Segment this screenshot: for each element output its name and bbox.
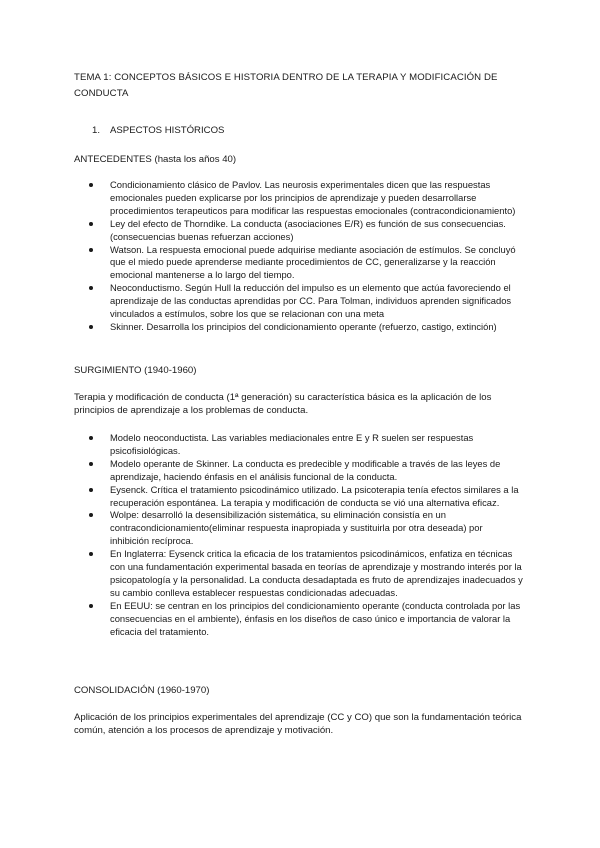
bullet-icon (89, 462, 93, 466)
list-item-text: Ley del efecto de Thorndike. La conducta (asociaciones E/R) es función de sus consecuencias. (consecuencias buenas refuerzan acciones) (110, 217, 506, 242)
list-item-text: Condicionamiento clásico de Pavlov. Las neurosis experimentales dicen que las respuestas emocionales pueden explicarse por los principios de aprendizaje y pueden desarrollarse procedimientos terapeuticos para modificar las respuestas emocionales (contracondicionamiento) (110, 179, 516, 216)
section-number: 1. (92, 125, 101, 136)
page-title: TEMA 1: CONCEPTOS BÁSICOS E HISTORIA DENTRO DE LA TERAPIA Y MODIFICACIÓN DE CONDUCTA (74, 72, 498, 99)
list-item-text: Skinner. Desarrolla los principios del condicionamiento operante (refuerzo, castigo, extinción) (110, 320, 497, 332)
surgimiento-heading: SURGIMIENTO (1940-1960) (74, 365, 197, 376)
list-item (74, 548, 524, 600)
list-item-text: En EEUU: se centran en los principios del condicionamiento operante (conducta controlada por las consecuencias en el ambiente), énfasis en los diseños de caso único e importancia de valorar la eficacia del tratamiento. (110, 599, 521, 637)
list-item (74, 218, 524, 244)
bullet-icon (89, 325, 93, 329)
list-item-text: En Inglaterra: Eysenck critica la eficacia de los tratamientos psicodinámicos, enfatiza en técnicas con una fundamentación experimental basada en teorías de aprendizaje y mostrando interés por la psicopatología y la personalidad. La conducta desadaptada es fruto de aprendizajes inadecuados y su cambio conlleva establecer respuestas condicionadas adecuadas. (110, 548, 523, 598)
list-item-text: Eysenck. Crítica el tratamiento psicodinámico utilizado. La psicoterapia tenía efectos similares a la recuperación espontánea. La terapia y modificación de conducta se vió una alternativa eficaz. (110, 483, 519, 508)
list-item-text: Modelo neoconductista. Las variables mediacionales entre E y R suelen ser respuestas psicofisiológicas. (110, 432, 474, 456)
bullet-icon (89, 222, 93, 226)
list-item (74, 484, 524, 510)
list-item (74, 432, 524, 458)
list-item-text: Modelo operante de Skinner. La conducta es predecible y modificable a través de las leyes de aprendizaje, haciendo énfasis en el análisis funcional de la conducta. (110, 457, 501, 482)
surgimiento-list (74, 432, 524, 639)
list-item (74, 509, 524, 548)
antecedentes-list (74, 179, 524, 334)
section-heading (92, 124, 224, 138)
surgimiento-intro: Terapia y modificación de conducta (1ª generación) su característica básica es la aplicación de los principios de aprendizaje a los problemas de conducta. (74, 392, 492, 417)
list-item (74, 458, 524, 484)
bullet-icon (89, 248, 93, 252)
consolidacion-text: Aplicación de los principios experimentales del aprendizaje (CC y CO) que son la fundamentación teórica común, atención a los procesos de aprendizaje y motivación. (74, 712, 522, 737)
bullet-icon (89, 183, 93, 187)
list-item-text: Watson. La respuesta emocional puede adquirise mediante asociación de estímulos. Se concluyó que el miedo puede aprenderse mediante procedimientos de CC, generalizarse y la reacción emocional mantenerse a lo largo del tiempo. (110, 243, 516, 281)
consolidacion-heading: CONSOLIDACIÓN (1960-1970) (74, 685, 210, 696)
section-label: ASPECTOS HISTÓRICOS (110, 125, 225, 136)
list-item (74, 244, 524, 283)
list-item (74, 600, 524, 639)
bullet-icon (89, 552, 93, 556)
list-item-text: Neoconductismo. Según Hull la reducción del impulso es un elemento que actúa favoreciendo el aprendizaje de las conductas aprendidas por CC. Para Tolman, individuos aprenden significados vinculados a estímulos, sobre los que se relacionan con una meta (110, 282, 512, 320)
list-item-text: Wolpe: desarrolló la desensibilización sistemática, su eliminación consistía en un contracondicionamiento(eliminar respuesta inapropiada y sustituirla por otra deseada) por inhibición recíproca. (110, 509, 483, 547)
bullet-icon (89, 513, 93, 517)
bullet-icon (89, 436, 93, 440)
list-item (74, 282, 524, 321)
bullet-icon (89, 488, 93, 492)
list-item (74, 179, 524, 218)
bullet-icon (89, 604, 93, 608)
bullet-icon (89, 286, 93, 290)
list-item (74, 321, 524, 334)
antecedentes-heading: ANTECEDENTES (hasta los años 40) (74, 154, 237, 165)
